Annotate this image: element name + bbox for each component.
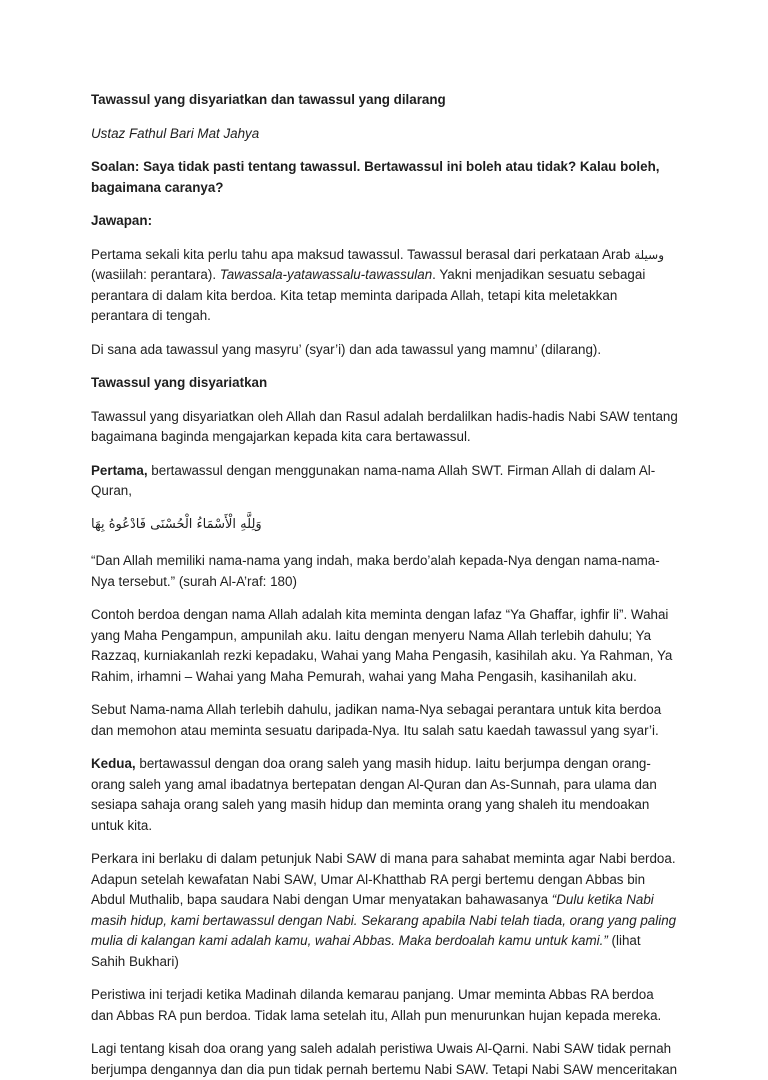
quran-verse bbox=[91, 515, 678, 536]
quran-verse-text: وَلِلَّهِ الْأَسْمَاءُ الْحُسْنَى فَادْعُوهُ بِهَا bbox=[91, 516, 262, 532]
second-label: Kedua, bbox=[91, 756, 136, 771]
umar-quote: “Dulu ketika Nabi masih hidup, kami bertawassul dengan Nabi. Sekarang apabila Nabi telah tiada, orang yang paling mulia di kalangan kami adalah kamu, wahai Abbas. Maka berdoalah kamu untuk kami.” bbox=[91, 892, 677, 948]
paragraph-definition bbox=[91, 245, 678, 327]
paragraph-intro: Tawassul yang disyariatkan oleh Allah dan Rasul adalah berdalilkan hadis-hadis Nabi SAW tentang bagaimana baginda mengajarkan kepada kita cara bertawassul. bbox=[91, 408, 678, 444]
question-paragraph: Soalan: Saya tidak pasti tentang tawassul. Bertawassul ini boleh atau tidak? Kalau boleh, bagaimana caranya? bbox=[91, 159, 660, 195]
paragraph-umar bbox=[91, 849, 678, 972]
umar-text-b: (lihat Sahih Bukhari) bbox=[91, 933, 641, 969]
author-line: Ustaz Fathul Bari Mat Jahya bbox=[91, 125, 260, 141]
section-heading: Tawassul yang disyariatkan bbox=[91, 375, 268, 390]
answer-label: Jawapan: bbox=[91, 213, 153, 228]
paragraph-second bbox=[91, 754, 678, 836]
definition-text-c: . Yakni menjadikan sesuatu sebagai perantara di dalam kita berdoa. Kita tetap meminta daripada Allah, tetapi kita meletakkan perantara di tengah. bbox=[91, 267, 646, 323]
umar-text-a: Perkara ini berlaku di dalam petunjuk Nabi SAW di mana para sahabat meminta agar Nabi berdoa. Adapun setelah kewafatan Nabi SAW, Umar Al-Khatthab RA pergi bertemu dengan Abbas bin Abdul Muthalib, bapa saudara Nabi dengan Umar menyatakan bahawasanya bbox=[91, 851, 676, 907]
paragraph-types: Di sana ada tawassul yang masyru’ (syar’i) dan ada tawassul yang mamnu’ (dilarang). bbox=[91, 341, 602, 357]
paragraph-example: Contoh berdoa dengan nama Allah adalah kita meminta dengan lafaz “Ya Ghaffar, ighfir li”. Wahai yang Maha Pengampun, ampunilah aku. Iaitu dengan menyeru Nama Allah terlebih dahulu; Ya Razzaq, kurniakanlah rezki kepadaku, Wahai yang Maha Pengasih, kasihilah aku. Ya Rahman, Ya Rahim, irhamni – Wahai yang Maha Pemurah, wahai yang Maha Pengasih, kasihanilah aku. bbox=[91, 607, 673, 684]
definition-text-a: Pertama sekali kita perlu tahu apa maksud tawassul. Tawassul berasal dari perkataan Arab bbox=[91, 246, 635, 262]
second-text: bertawassul dengan doa orang saleh yang masih hidup. Iaitu berjumpa dengan orang-orang saleh yang amal ibadatnya bertepatan dengan Al-Quran dan As-Sunnah, para ulama dan sesiapa sahaja orang saleh yang masih hidup dan meminta orang yang shaleh itu mendoakan untuk kita. bbox=[91, 756, 657, 833]
paragraph-first bbox=[91, 461, 678, 502]
arabic-word: وسيلة bbox=[634, 247, 665, 262]
paragraph-uwais: Lagi tentang kisah doa orang yang saleh adalah peristiwa Uwais Al-Qarni. Nabi SAW tidak pernah berjumpa dengannya dan dia pun tidak pernah bertemu Nabi SAW. Tetapi Nabi SAW menceritakan bbox=[91, 1041, 678, 1077]
document-title: Tawassul yang disyariatkan dan tawassul yang dilarang bbox=[91, 92, 446, 107]
definition-italic: Tawassala-yatawassalu-tawassulan bbox=[219, 267, 433, 282]
paragraph-names: Sebut Nama-nama Allah terlebih dahulu, jadikan nama-Nya sebagai perantara untuk kita berdoa dan memohon atau meminta sesuatu daripada-Nya. Itu salah satu kaedah tawassul yang syar’i. bbox=[91, 702, 662, 738]
first-label: Pertama, bbox=[91, 462, 148, 478]
first-text: bertawassul dengan menggunakan nama-nama Allah SWT. Firman Allah di dalam Al-Quran, bbox=[91, 462, 656, 498]
paragraph-drought: Peristiwa ini terjadi ketika Madinah dilanda kemarau panjang. Umar meminta Abbas RA berdoa dan Abbas RA pun berdoa. Tidak lama setelah itu, Allah pun menurunkan hujan kepada mereka. bbox=[91, 987, 662, 1023]
paragraph-translation: “Dan Allah memiliki nama-nama yang indah, maka berdo’alah kepada-Nya dengan nama-nama-Nya tersebut.” (surah Al-A’raf: 180) bbox=[91, 553, 660, 589]
definition-text-b: (wasiilah: perantara). bbox=[91, 267, 220, 282]
